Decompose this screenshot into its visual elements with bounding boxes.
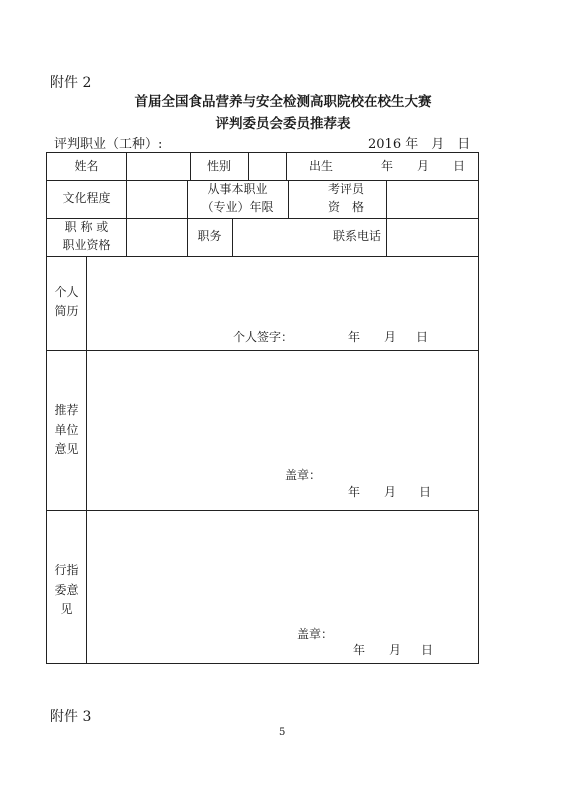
title-label-line2: 职业资格 [62,238,111,252]
years-label-line2: （专业）年限 [201,200,274,214]
col-divider [386,218,387,256]
committee-label-line3: 见 [60,602,73,616]
occupation-label: 评判职业（工种）: [54,137,163,152]
title-label-line1: 职 称 或 [64,220,109,234]
resume-day-label: 日 [416,330,429,344]
resume-label-line1: 个人 [54,285,79,299]
col-divider [126,153,127,180]
gender-label: 性别 [206,159,231,173]
row-divider [47,350,478,351]
col-divider [386,180,387,218]
col-divider [288,180,289,218]
recommend-seal-label: 盖章： [285,468,322,482]
committee-year-label: 年 [353,643,366,657]
phone-label: 联系电话 [332,229,381,243]
committee-label-line2: 委意 [54,583,79,597]
birth-year-label: 年 [380,159,393,173]
recommend-label-line3: 意见 [54,442,79,456]
name-label: 姓名 [74,159,99,173]
committee-seal-label: 盖章： [297,627,334,641]
annex-label-top: 附件 2 [50,75,92,91]
resume-label-line2: 简历 [54,304,79,318]
resume-month-label: 月 [384,330,397,344]
recommend-month-label: 月 [384,485,397,499]
recommend-year-label: 年 [348,485,361,499]
col-divider [232,218,233,256]
form-title: 首届全国食品营养与安全检测高职院校在校生大赛 [134,94,432,110]
recommendation-form-table [46,152,479,664]
resume-year-label: 年 [348,330,361,344]
row-divider [47,256,478,257]
col-divider [86,256,87,663]
position-label: 职务 [197,229,222,243]
col-divider [248,153,249,180]
birth-label: 出生 [308,159,333,173]
education-label: 文化程度 [62,191,111,205]
committee-month-label: 月 [389,643,402,657]
row-divider [47,510,478,511]
committee-label-line1: 行指 [54,563,79,577]
form-subtitle: 评判委员会委员推荐表 [215,116,351,132]
recommend-day-label: 日 [419,485,432,499]
recommend-label-line2: 单位 [54,423,79,437]
birth-month-label: 月 [416,159,429,173]
recommend-label-line1: 推荐 [54,403,79,417]
col-divider [126,180,127,218]
annex-label-bottom: 附件 3 [50,709,92,725]
signature-label: 个人签字： [233,330,294,344]
page-number: 5 [279,727,286,738]
birth-day-label: 日 [452,159,465,173]
committee-day-label: 日 [421,643,434,657]
date-label: 2016 年 月 日 [368,137,471,152]
col-divider [126,218,127,256]
evaluator-label-line2: 资 格 [327,200,364,214]
years-label-line1: 从事本职业 [207,182,268,196]
evaluator-label-line1: 考评员 [327,182,364,196]
